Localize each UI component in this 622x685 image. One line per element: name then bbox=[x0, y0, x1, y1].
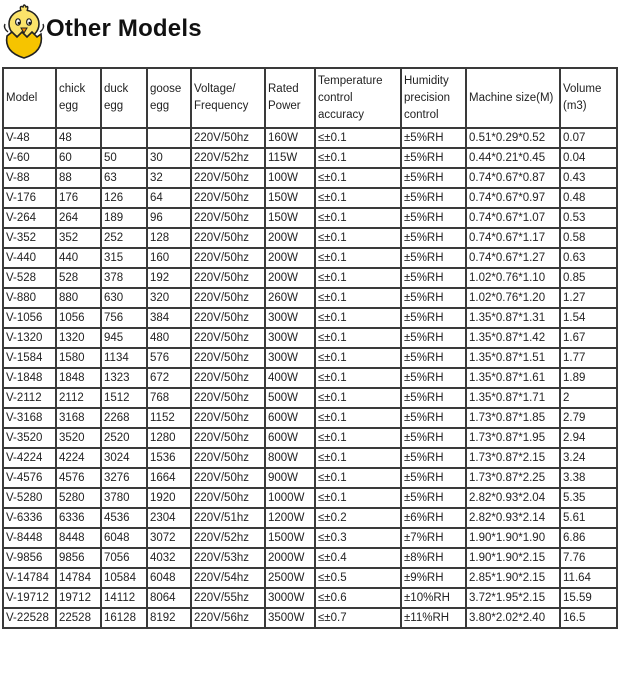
table-cell: ≤±0.2 bbox=[315, 508, 401, 528]
table-row bbox=[3, 408, 617, 428]
column-header: goose egg bbox=[147, 68, 191, 128]
table-cell bbox=[147, 128, 191, 148]
table-row bbox=[3, 368, 617, 388]
table-cell: 4032 bbox=[147, 548, 191, 568]
table-cell: V-9856 bbox=[3, 548, 56, 568]
table-cell: 1.73*0.87*1.85 bbox=[466, 408, 560, 428]
table-cell: 0.74*0.67*1.07 bbox=[466, 208, 560, 228]
table-cell: 500W bbox=[265, 388, 315, 408]
table-row bbox=[3, 168, 617, 188]
table-cell: V-440 bbox=[3, 248, 56, 268]
table-cell: 1.77 bbox=[560, 348, 617, 368]
table-cell: 60 bbox=[56, 148, 101, 168]
table-cell: ±5%RH bbox=[401, 228, 466, 248]
table-cell: ±6%RH bbox=[401, 508, 466, 528]
table-cell: 150W bbox=[265, 188, 315, 208]
table-row bbox=[3, 568, 617, 588]
table-cell: 200W bbox=[265, 228, 315, 248]
table-cell: ±10%RH bbox=[401, 588, 466, 608]
table-cell: 320 bbox=[147, 288, 191, 308]
table-cell: 1580 bbox=[56, 348, 101, 368]
table-cell: ±5%RH bbox=[401, 248, 466, 268]
table-cell: ±5%RH bbox=[401, 368, 466, 388]
table-cell: ≤±0.1 bbox=[315, 148, 401, 168]
table-cell: 576 bbox=[147, 348, 191, 368]
table-cell: V-88 bbox=[3, 168, 56, 188]
table-cell: ≤±0.4 bbox=[315, 548, 401, 568]
table-cell: 6336 bbox=[56, 508, 101, 528]
table-cell: 1.02*0.76*1.20 bbox=[466, 288, 560, 308]
table-cell: ≤±0.1 bbox=[315, 268, 401, 288]
table-cell: 2 bbox=[560, 388, 617, 408]
table-cell: 192 bbox=[147, 268, 191, 288]
table-cell: 252 bbox=[101, 228, 147, 248]
models-table bbox=[2, 67, 618, 629]
table-cell: 0.07 bbox=[560, 128, 617, 148]
table-cell: 3072 bbox=[147, 528, 191, 548]
table-cell: 800W bbox=[265, 448, 315, 468]
table-cell: 200W bbox=[265, 248, 315, 268]
table-cell: 945 bbox=[101, 328, 147, 348]
table-cell: 5.35 bbox=[560, 488, 617, 508]
table-cell: 0.53 bbox=[560, 208, 617, 228]
table-cell: 19712 bbox=[56, 588, 101, 608]
table-cell: 220V/50hz bbox=[191, 448, 265, 468]
table-cell: 2112 bbox=[56, 388, 101, 408]
table-cell: 64 bbox=[147, 188, 191, 208]
table-cell: 5.61 bbox=[560, 508, 617, 528]
table-cell: ≤±0.1 bbox=[315, 348, 401, 368]
table-cell: 260W bbox=[265, 288, 315, 308]
table-cell: 1920 bbox=[147, 488, 191, 508]
table-cell: 220V/51hz bbox=[191, 508, 265, 528]
table-cell: 7.76 bbox=[560, 548, 617, 568]
table-cell: 220V/50hz bbox=[191, 248, 265, 268]
table-cell: 672 bbox=[147, 368, 191, 388]
table-cell: 50 bbox=[101, 148, 147, 168]
table-cell: 160W bbox=[265, 128, 315, 148]
table-cell: V-1056 bbox=[3, 308, 56, 328]
table-cell: ≤±0.1 bbox=[315, 448, 401, 468]
table-cell: 220V/52hz bbox=[191, 148, 265, 168]
table-cell: 2.82*0.93*2.04 bbox=[466, 488, 560, 508]
table-cell: 300W bbox=[265, 348, 315, 368]
table-cell: 6048 bbox=[101, 528, 147, 548]
table-cell: 1323 bbox=[101, 368, 147, 388]
table-cell: ±5%RH bbox=[401, 448, 466, 468]
table-cell: 2.82*0.93*2.14 bbox=[466, 508, 560, 528]
column-header: Volume (m3) bbox=[560, 68, 617, 128]
table-cell: 220V/50hz bbox=[191, 468, 265, 488]
table-cell: 0.51*0.29*0.52 bbox=[466, 128, 560, 148]
page-title: Other Models bbox=[46, 15, 202, 42]
table-cell: 5280 bbox=[56, 488, 101, 508]
table-cell: 3168 bbox=[56, 408, 101, 428]
table-cell: 15.59 bbox=[560, 588, 617, 608]
column-header: Machine size(M) bbox=[466, 68, 560, 128]
table-cell: 220V/50hz bbox=[191, 368, 265, 388]
table-cell: 1.35*0.87*1.31 bbox=[466, 308, 560, 328]
table-cell: ≤±0.3 bbox=[315, 528, 401, 548]
table-cell: 220V/50hz bbox=[191, 268, 265, 288]
table-cell: 0.74*0.67*0.97 bbox=[466, 188, 560, 208]
table-cell: ≤±0.1 bbox=[315, 128, 401, 148]
table-cell: 220V/50hz bbox=[191, 348, 265, 368]
table-cell: 220V/50hz bbox=[191, 408, 265, 428]
table-cell: 3024 bbox=[101, 448, 147, 468]
table-row bbox=[3, 528, 617, 548]
table-cell: 1280 bbox=[147, 428, 191, 448]
table-cell: 4224 bbox=[56, 448, 101, 468]
table-cell: 384 bbox=[147, 308, 191, 328]
table-cell: ±5%RH bbox=[401, 328, 466, 348]
table-cell: V-1320 bbox=[3, 328, 56, 348]
table-cell: 176 bbox=[56, 188, 101, 208]
column-header: chick egg bbox=[56, 68, 101, 128]
table-cell: 3.80*2.02*2.40 bbox=[466, 608, 560, 628]
table-cell: ±5%RH bbox=[401, 268, 466, 288]
table-cell: V-22528 bbox=[3, 608, 56, 628]
table-cell: 1664 bbox=[147, 468, 191, 488]
table-cell: 3000W bbox=[265, 588, 315, 608]
table-cell: 14784 bbox=[56, 568, 101, 588]
table-cell: 220V/53hz bbox=[191, 548, 265, 568]
table-cell: V-4576 bbox=[3, 468, 56, 488]
table-cell: ≤±0.1 bbox=[315, 468, 401, 488]
table-cell: 1.35*0.87*1.61 bbox=[466, 368, 560, 388]
table-cell: 220V/50hz bbox=[191, 288, 265, 308]
table-cell: 768 bbox=[147, 388, 191, 408]
table-cell: ≤±0.7 bbox=[315, 608, 401, 628]
table-cell: 1.35*0.87*1.71 bbox=[466, 388, 560, 408]
table-cell: V-3520 bbox=[3, 428, 56, 448]
table-cell: 8064 bbox=[147, 588, 191, 608]
table-cell: 1134 bbox=[101, 348, 147, 368]
table-cell: 1000W bbox=[265, 488, 315, 508]
table-cell: 48 bbox=[56, 128, 101, 148]
column-header: Humidity precision control bbox=[401, 68, 466, 128]
table-row bbox=[3, 128, 617, 148]
table-cell: 11.64 bbox=[560, 568, 617, 588]
table-row bbox=[3, 428, 617, 448]
table-cell: V-528 bbox=[3, 268, 56, 288]
page-header bbox=[0, 0, 622, 64]
table-cell: 0.74*0.67*0.87 bbox=[466, 168, 560, 188]
table-cell: 264 bbox=[56, 208, 101, 228]
table-cell: V-8448 bbox=[3, 528, 56, 548]
table-cell: 128 bbox=[147, 228, 191, 248]
table-cell: 1152 bbox=[147, 408, 191, 428]
table-row bbox=[3, 148, 617, 168]
table-cell: 3520 bbox=[56, 428, 101, 448]
table-cell: 528 bbox=[56, 268, 101, 288]
table-cell: V-60 bbox=[3, 148, 56, 168]
table-cell: ≤±0.1 bbox=[315, 428, 401, 448]
table-row bbox=[3, 388, 617, 408]
table-cell: 480 bbox=[147, 328, 191, 348]
table-cell: 378 bbox=[101, 268, 147, 288]
table-cell: 3.38 bbox=[560, 468, 617, 488]
table-cell: 126 bbox=[101, 188, 147, 208]
column-header: Rated Power bbox=[265, 68, 315, 128]
table-cell: V-264 bbox=[3, 208, 56, 228]
table-cell: 220V/50hz bbox=[191, 188, 265, 208]
table-cell: 1.73*0.87*2.15 bbox=[466, 448, 560, 468]
table-cell: 10584 bbox=[101, 568, 147, 588]
table-cell: 96 bbox=[147, 208, 191, 228]
table-cell: 0.48 bbox=[560, 188, 617, 208]
table-cell: 30 bbox=[147, 148, 191, 168]
table-cell: 220V/50hz bbox=[191, 388, 265, 408]
table-cell: ≤±0.1 bbox=[315, 328, 401, 348]
table-cell: ±5%RH bbox=[401, 288, 466, 308]
table-cell: 220V/54hz bbox=[191, 568, 265, 588]
table-cell: 14112 bbox=[101, 588, 147, 608]
table-cell: ±5%RH bbox=[401, 388, 466, 408]
table-cell: 220V/55hz bbox=[191, 588, 265, 608]
table-cell: ≤±0.1 bbox=[315, 188, 401, 208]
table-cell: 3500W bbox=[265, 608, 315, 628]
table-cell: ±5%RH bbox=[401, 468, 466, 488]
table-cell: 3.72*1.95*2.15 bbox=[466, 588, 560, 608]
table-cell: 2500W bbox=[265, 568, 315, 588]
table-row bbox=[3, 268, 617, 288]
table-row bbox=[3, 448, 617, 468]
table-cell: 0.43 bbox=[560, 168, 617, 188]
column-header: duck egg bbox=[101, 68, 147, 128]
table-cell: 220V/50hz bbox=[191, 428, 265, 448]
table-cell: 1.67 bbox=[560, 328, 617, 348]
table-cell: 100W bbox=[265, 168, 315, 188]
table-cell: 220V/50hz bbox=[191, 328, 265, 348]
table-cell: ±5%RH bbox=[401, 168, 466, 188]
table-cell: 315 bbox=[101, 248, 147, 268]
table-cell: 1.73*0.87*2.25 bbox=[466, 468, 560, 488]
table-cell: ≤±0.1 bbox=[315, 288, 401, 308]
column-header: Voltage/ Frequency bbox=[191, 68, 265, 128]
table-cell: 63 bbox=[101, 168, 147, 188]
table-cell: ±5%RH bbox=[401, 348, 466, 368]
table-row bbox=[3, 208, 617, 228]
table-cell: 0.58 bbox=[560, 228, 617, 248]
table-row bbox=[3, 488, 617, 508]
table-header-row bbox=[3, 68, 617, 128]
table-cell: ≤±0.5 bbox=[315, 568, 401, 588]
table-cell: ±5%RH bbox=[401, 148, 466, 168]
table-cell: 6048 bbox=[147, 568, 191, 588]
table-cell: 1.73*0.87*1.95 bbox=[466, 428, 560, 448]
table-cell: 160 bbox=[147, 248, 191, 268]
table-cell: ≤±0.1 bbox=[315, 388, 401, 408]
table-cell: 300W bbox=[265, 328, 315, 348]
table-cell: V-14784 bbox=[3, 568, 56, 588]
table-cell: 220V/56hz bbox=[191, 608, 265, 628]
table-row bbox=[3, 608, 617, 628]
table-cell: V-5280 bbox=[3, 488, 56, 508]
table-cell: 3780 bbox=[101, 488, 147, 508]
table-cell: V-176 bbox=[3, 188, 56, 208]
column-header: Model bbox=[3, 68, 56, 128]
table-cell: 32 bbox=[147, 168, 191, 188]
table-cell: 2000W bbox=[265, 548, 315, 568]
table-cell: 189 bbox=[101, 208, 147, 228]
table-cell: ±9%RH bbox=[401, 568, 466, 588]
table-cell: ≤±0.1 bbox=[315, 488, 401, 508]
table-cell: ±11%RH bbox=[401, 608, 466, 628]
table-cell: ≤±0.1 bbox=[315, 168, 401, 188]
table-cell: 220V/50hz bbox=[191, 488, 265, 508]
table-cell: 1.90*1.90*1.90 bbox=[466, 528, 560, 548]
table-cell: 9856 bbox=[56, 548, 101, 568]
table-cell: 1.89 bbox=[560, 368, 617, 388]
table-cell: V-19712 bbox=[3, 588, 56, 608]
table-cell: 1536 bbox=[147, 448, 191, 468]
table-cell: ≤±0.1 bbox=[315, 368, 401, 388]
table-cell: 1.35*0.87*1.51 bbox=[466, 348, 560, 368]
table-cell: 300W bbox=[265, 308, 315, 328]
table-cell: V-48 bbox=[3, 128, 56, 148]
table-cell: 1.54 bbox=[560, 308, 617, 328]
table-cell: V-4224 bbox=[3, 448, 56, 468]
table-cell: 1.90*1.90*2.15 bbox=[466, 548, 560, 568]
table-row bbox=[3, 228, 617, 248]
table-cell: 0.44*0.21*0.45 bbox=[466, 148, 560, 168]
table-cell: 600W bbox=[265, 408, 315, 428]
table-cell: 900W bbox=[265, 468, 315, 488]
table-cell: 440 bbox=[56, 248, 101, 268]
table-cell: 8192 bbox=[147, 608, 191, 628]
table-cell: ≤±0.1 bbox=[315, 408, 401, 428]
table-cell: 1200W bbox=[265, 508, 315, 528]
table-body bbox=[3, 128, 617, 628]
table-cell: V-1848 bbox=[3, 368, 56, 388]
table-cell: 220V/50hz bbox=[191, 168, 265, 188]
table-cell: 1500W bbox=[265, 528, 315, 548]
table-cell: 0.74*0.67*1.17 bbox=[466, 228, 560, 248]
table-cell: 220V/50hz bbox=[191, 128, 265, 148]
table-cell: 16.5 bbox=[560, 608, 617, 628]
table-cell: ≤±0.1 bbox=[315, 308, 401, 328]
table-cell: 400W bbox=[265, 368, 315, 388]
table-row bbox=[3, 188, 617, 208]
table-cell: 3276 bbox=[101, 468, 147, 488]
table-cell: 220V/52hz bbox=[191, 528, 265, 548]
table-cell: ±5%RH bbox=[401, 188, 466, 208]
table-cell: 88 bbox=[56, 168, 101, 188]
table-cell: ±5%RH bbox=[401, 308, 466, 328]
table-cell: 220V/50hz bbox=[191, 308, 265, 328]
table-cell: 0.63 bbox=[560, 248, 617, 268]
table-row bbox=[3, 508, 617, 528]
chick-in-egg-icon bbox=[2, 2, 46, 62]
table-row bbox=[3, 348, 617, 368]
table-cell: ±5%RH bbox=[401, 408, 466, 428]
table-cell: ≤±0.6 bbox=[315, 588, 401, 608]
table-row bbox=[3, 288, 617, 308]
table-cell: 200W bbox=[265, 268, 315, 288]
table-cell: V-2112 bbox=[3, 388, 56, 408]
table-cell: V-352 bbox=[3, 228, 56, 248]
table-cell: ±5%RH bbox=[401, 208, 466, 228]
table-cell: 8448 bbox=[56, 528, 101, 548]
table-cell: ±5%RH bbox=[401, 428, 466, 448]
table-cell: V-880 bbox=[3, 288, 56, 308]
table-cell: 4536 bbox=[101, 508, 147, 528]
table-cell: 2520 bbox=[101, 428, 147, 448]
table-cell: 630 bbox=[101, 288, 147, 308]
table-row bbox=[3, 248, 617, 268]
table-cell: 3.24 bbox=[560, 448, 617, 468]
table-cell: V-6336 bbox=[3, 508, 56, 528]
table-cell: 352 bbox=[56, 228, 101, 248]
table-cell: 4576 bbox=[56, 468, 101, 488]
table-cell: 1.02*0.76*1.10 bbox=[466, 268, 560, 288]
table-cell: 16128 bbox=[101, 608, 147, 628]
table-row bbox=[3, 468, 617, 488]
table-cell: 115W bbox=[265, 148, 315, 168]
table-cell: 1512 bbox=[101, 388, 147, 408]
table-cell: V-1584 bbox=[3, 348, 56, 368]
table-cell: 150W bbox=[265, 208, 315, 228]
table-cell: 600W bbox=[265, 428, 315, 448]
table-cell: ±5%RH bbox=[401, 128, 466, 148]
table-row bbox=[3, 548, 617, 568]
table-cell: V-3168 bbox=[3, 408, 56, 428]
table-cell: 880 bbox=[56, 288, 101, 308]
column-header: Temperature control accuracy bbox=[315, 68, 401, 128]
table-cell: ≤±0.1 bbox=[315, 208, 401, 228]
table-cell: 0.85 bbox=[560, 268, 617, 288]
table-cell: 0.74*0.67*1.27 bbox=[466, 248, 560, 268]
table-cell: 2304 bbox=[147, 508, 191, 528]
table-cell: 0.04 bbox=[560, 148, 617, 168]
table-cell bbox=[101, 128, 147, 148]
table-row bbox=[3, 588, 617, 608]
table-row bbox=[3, 328, 617, 348]
table-cell: ±5%RH bbox=[401, 488, 466, 508]
table-cell: 2268 bbox=[101, 408, 147, 428]
table-cell: ±7%RH bbox=[401, 528, 466, 548]
table-cell: 7056 bbox=[101, 548, 147, 568]
table-cell: 220V/50hz bbox=[191, 228, 265, 248]
table-cell: 6.86 bbox=[560, 528, 617, 548]
table-row bbox=[3, 308, 617, 328]
table-cell: 756 bbox=[101, 308, 147, 328]
table-cell: 1.27 bbox=[560, 288, 617, 308]
table-cell: 22528 bbox=[56, 608, 101, 628]
table-cell: ≤±0.1 bbox=[315, 248, 401, 268]
table-cell: 1056 bbox=[56, 308, 101, 328]
table-cell: ±8%RH bbox=[401, 548, 466, 568]
table-cell: 2.85*1.90*2.15 bbox=[466, 568, 560, 588]
table-cell: 1320 bbox=[56, 328, 101, 348]
table-cell: 2.79 bbox=[560, 408, 617, 428]
table-cell: 2.94 bbox=[560, 428, 617, 448]
table-cell: 220V/50hz bbox=[191, 208, 265, 228]
table-cell: ≤±0.1 bbox=[315, 228, 401, 248]
table-cell: 1.35*0.87*1.42 bbox=[466, 328, 560, 348]
table-cell: 1848 bbox=[56, 368, 101, 388]
